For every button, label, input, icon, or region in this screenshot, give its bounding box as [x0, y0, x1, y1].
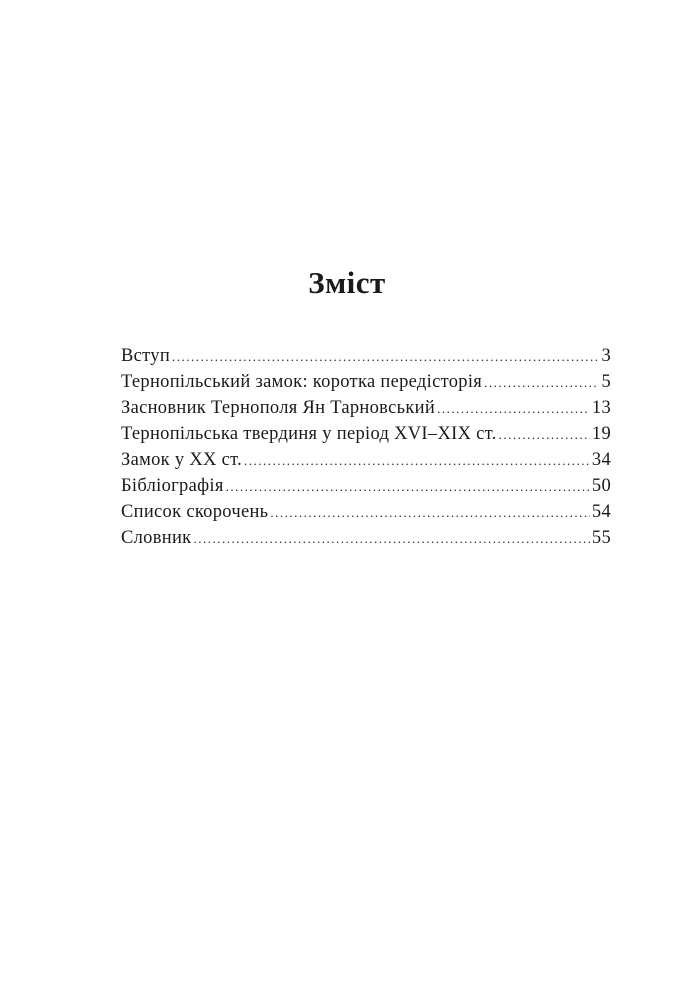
toc-entry-label: Замок у XX ст. [121, 450, 242, 470]
toc-entry-page: 54 [591, 502, 611, 522]
toc-entry [121, 369, 611, 395]
dot-leader [484, 370, 599, 396]
toc-entry-label: Вступ [121, 346, 171, 366]
toc-entry [121, 473, 611, 499]
toc-entry-page: 5 [601, 372, 611, 392]
dot-leader [226, 474, 590, 500]
toc-entry [121, 343, 611, 369]
toc-entry-label: Словник [121, 528, 192, 548]
toc-entry-page: 34 [591, 450, 611, 470]
dot-leader [193, 526, 589, 552]
toc-entry [121, 525, 611, 551]
toc-entry-page: 19 [591, 424, 611, 444]
dot-leader [270, 500, 589, 526]
toc-entry [121, 499, 611, 525]
toc-entry [121, 395, 611, 421]
dot-leader [499, 422, 590, 448]
toc-entry-label: Засновник Тернополя Ян Тарновський [121, 398, 436, 418]
toc-entry-label: Бібліографія [121, 476, 224, 496]
dot-leader [244, 448, 590, 474]
toc-entry-page: 13 [591, 398, 611, 418]
toc-entry [121, 421, 611, 447]
dot-leader [437, 396, 590, 422]
toc-entry-page: 50 [591, 476, 611, 496]
dot-leader [172, 344, 599, 370]
toc-entry-page: 55 [591, 528, 611, 548]
toc-entry-label: Тернопільський замок: коротка передісторія [121, 372, 483, 392]
page-title: Зміст [308, 265, 386, 300]
toc-entry-label: Список скорочень [121, 502, 269, 522]
table-of-contents [121, 343, 611, 551]
toc-entry-label: Тернопільська твердиня у період XVI–XIX ст. [121, 424, 497, 444]
toc-entry-page: 3 [601, 346, 611, 366]
toc-entry [121, 447, 611, 473]
